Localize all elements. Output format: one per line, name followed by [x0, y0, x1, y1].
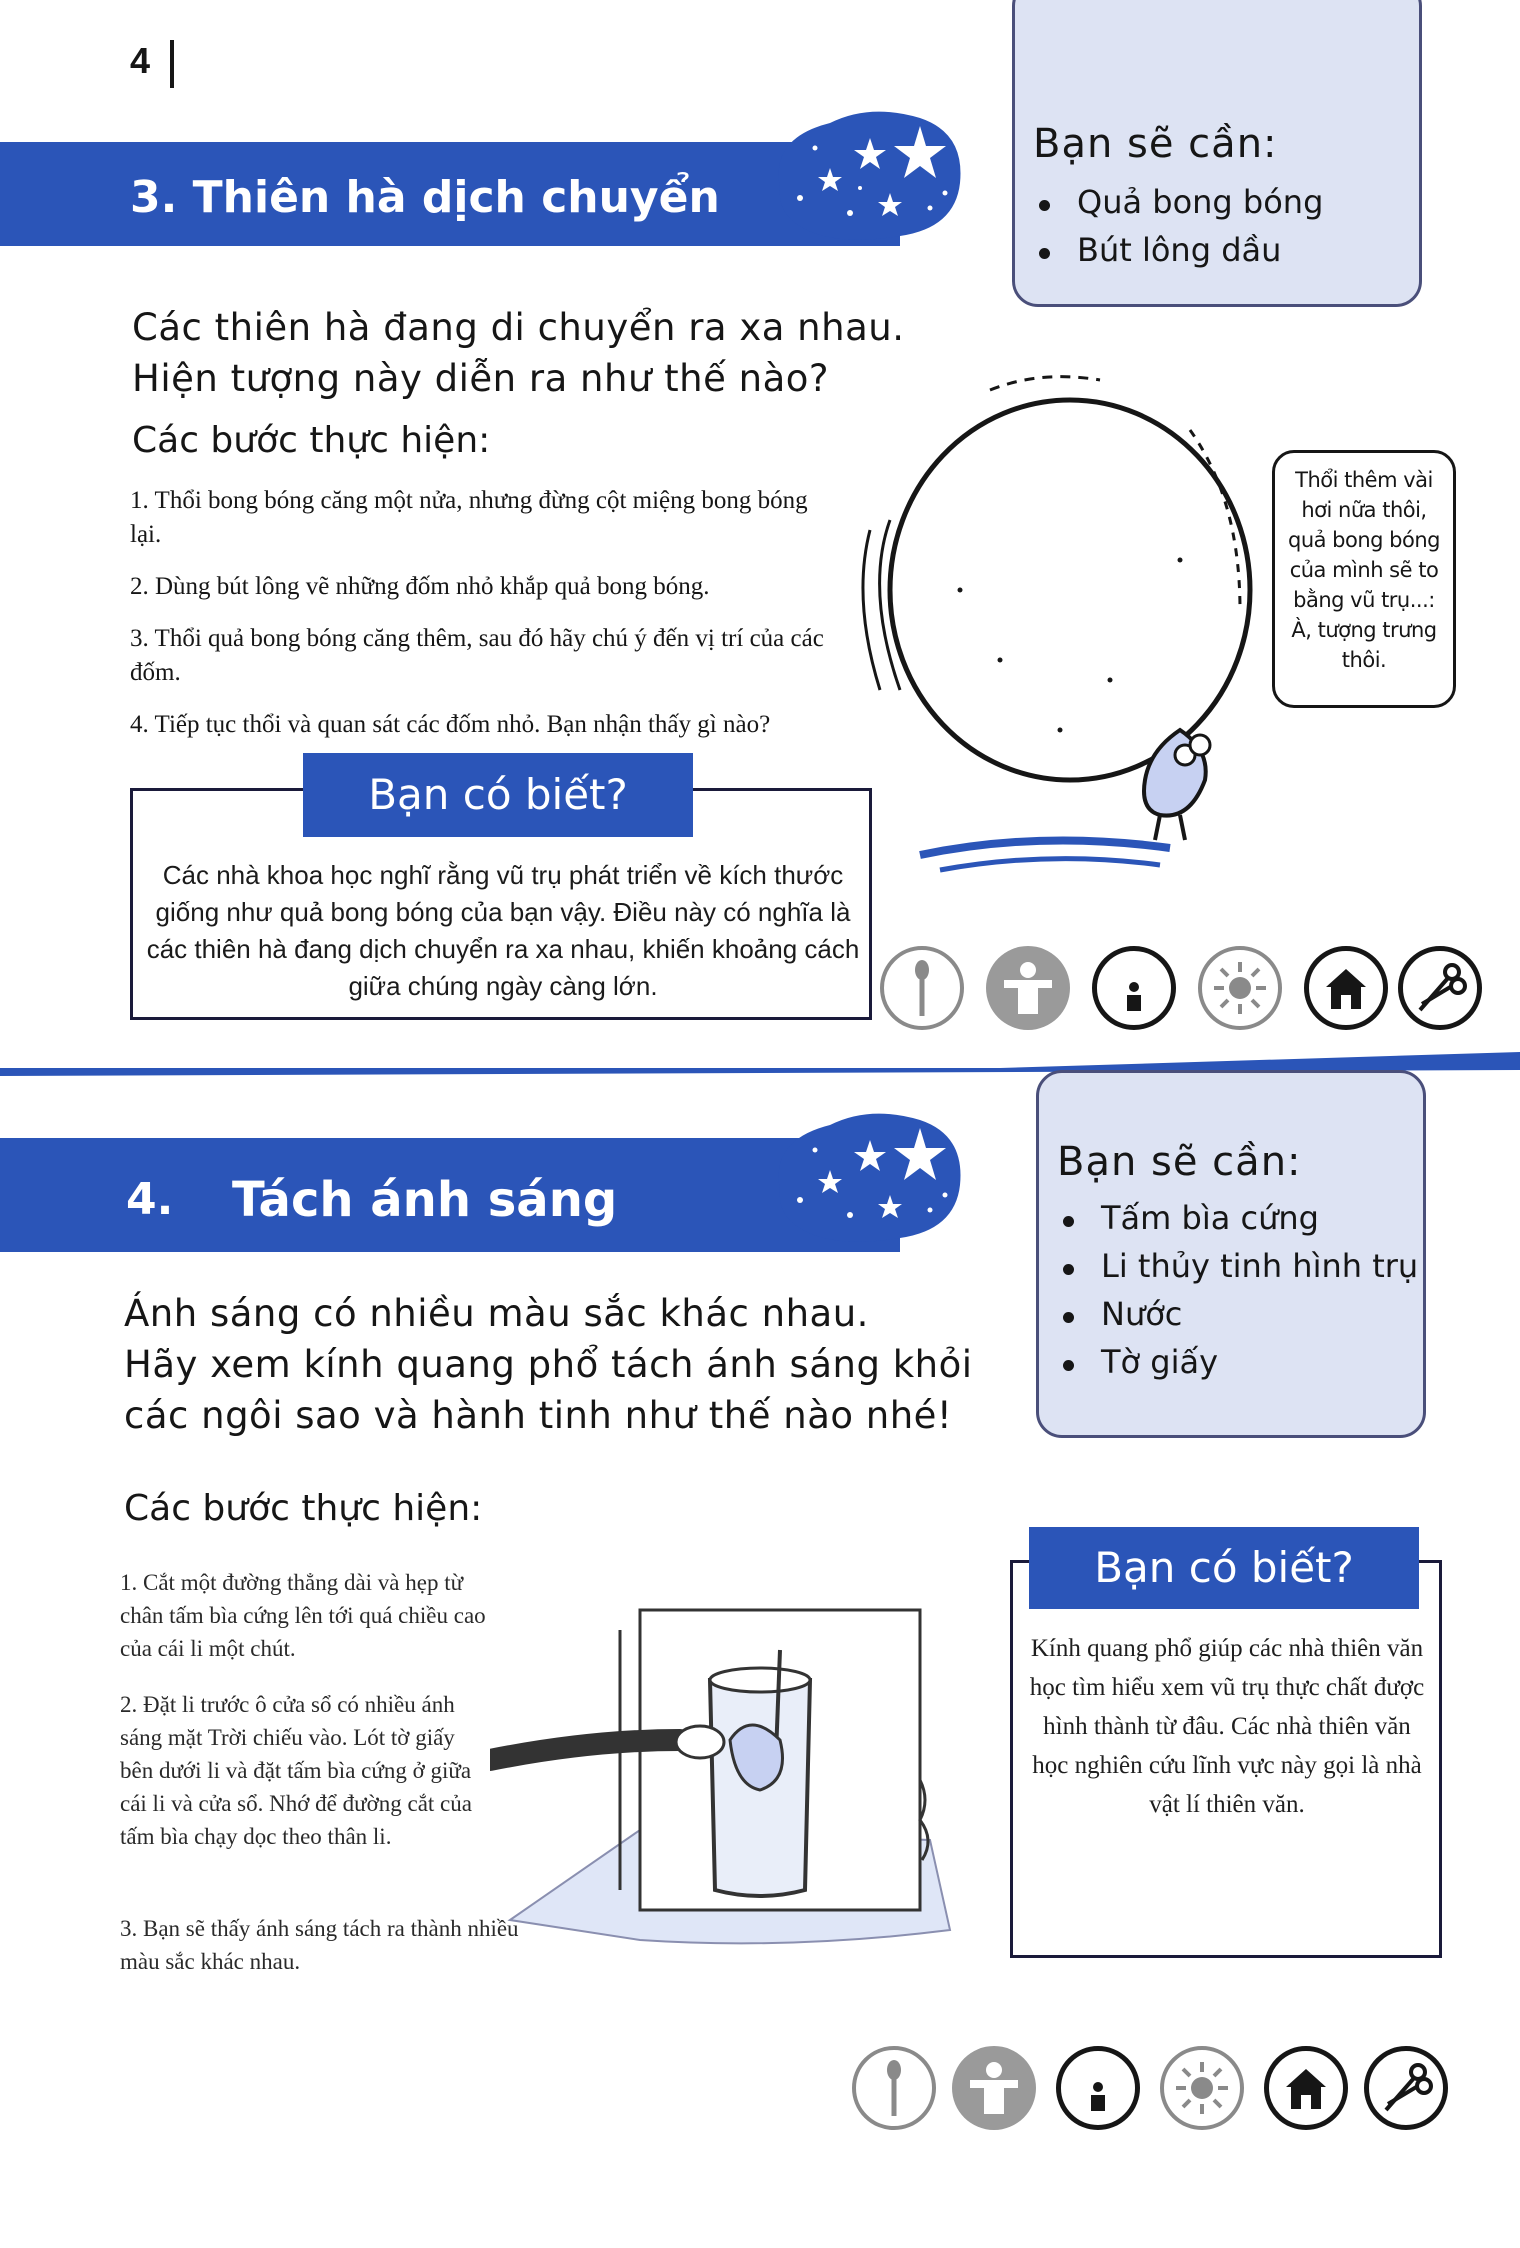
did-you-know-title: Bạn có biết?	[1029, 1527, 1419, 1609]
section-4-steps-title: Các bước thực hiện:	[124, 1488, 483, 1529]
needs-title: Bạn sẽ cần:	[1033, 121, 1278, 167]
needs-item: Tấm bìa cứng	[1057, 1199, 1418, 1237]
section-3-needs-box	[1012, 0, 1422, 307]
needs-item: Bút lông dầu	[1033, 231, 1323, 269]
star-cloud-icon	[760, 1100, 970, 1250]
needs-item: Quả bong bóng	[1033, 183, 1323, 221]
needs-list	[1033, 183, 1323, 279]
needs-item: Li thủy tinh hình trụ	[1057, 1247, 1418, 1285]
needs-item: Tờ giấy	[1057, 1343, 1418, 1381]
section-4-step: 1. Cắt một đường thẳng dài và hẹp từ chân tấm bìa cứng lên tới quá chiều cao của cái li một chút.	[120, 1570, 486, 1661]
section-3-intro: Các thiên hà đang di chuyển ra xa nhau. Hiện tượng này diễn ra như thế nào?	[132, 306, 905, 400]
home-icon	[1304, 946, 1388, 1030]
indoor-dark-icon	[1092, 946, 1176, 1030]
adult-help-icon	[986, 946, 1070, 1030]
section-3-step: 3. Thổi quả bong bóng căng thêm, sau đó hãy chú ý đến vị trí của các đốm.	[130, 625, 824, 686]
did-you-know-title: Bạn có biết?	[303, 753, 693, 837]
scissors-icon	[1364, 2046, 1448, 2130]
needs-item: Nước	[1057, 1295, 1418, 1333]
section-3-did-you-know	[130, 770, 872, 1020]
section-4-intro: Ánh sáng có nhiều màu sắc khác nhau. Hãy xem kính quang phổ tách ánh sáng khỏi các ngôi sao và hành tinh như thế nào nhé!	[124, 1292, 973, 1437]
section-4-title: Tách ánh sáng	[232, 1172, 618, 1228]
needs-list	[1057, 1199, 1418, 1391]
section-4-did-you-know	[1010, 1543, 1442, 1958]
activity-icons-row	[852, 2046, 1452, 2136]
section-3-step: 2. Dùng bút lông vẽ những đốm nhỏ khắp quả bong bóng.	[130, 573, 710, 600]
speech-bubble: Thổi thêm vài hơi nữa thôi, quả bong bóng của mình sẽ to bằng vũ trụ...: À, tượng trưng thôi.	[1272, 450, 1456, 708]
page-number-divider	[170, 40, 174, 88]
match-icon	[852, 2046, 936, 2130]
sunny-day-icon	[1198, 946, 1282, 1030]
section-3-step: 4. Tiếp tục thổi và quan sát các đốm nhỏ. Bạn nhận thấy gì nào?	[130, 711, 771, 738]
star-cloud-icon	[760, 98, 970, 248]
did-you-know-text: Các nhà khoa học nghĩ rằng vũ trụ phát triển về kích thước giống như quả bong bóng của bạn vậy. Điều này có nghĩa là các thiên hà đang dịch chuyển ra xa nhau, khiến khoảng cách giữa chúng ngày càng lớn.	[146, 860, 860, 1001]
section-4-number: 4.	[126, 1174, 174, 1225]
adult-help-icon	[952, 2046, 1036, 2130]
home-icon	[1264, 2046, 1348, 2130]
page-number: 4	[130, 40, 151, 81]
needs-title: Bạn sẽ cần:	[1057, 1139, 1302, 1185]
section-4-step: 3. Bạn sẽ thấy ánh sáng tách ra thành nhiều màu sắc khác nhau.	[120, 1916, 519, 1974]
did-you-know-text: Kính quang phổ giúp các nhà thiên văn học tìm hiểu xem vũ trụ thực chất được hình thành từ đâu. Các nhà thiên văn học nghiên cứu lĩnh vực này gọi là nhà vật lí thiên văn.	[1029, 1635, 1425, 1818]
section-3-steps-title: Các bước thực hiện:	[132, 420, 491, 461]
section-3-step: 1. Thổi bong bóng căng một nửa, nhưng đừng cột miệng bong bóng lại.	[130, 487, 808, 548]
sunny-day-icon	[1160, 2046, 1244, 2130]
section-3-title: 3. Thiên hà dịch chuyển	[130, 172, 720, 223]
activity-icons-row	[880, 946, 1460, 1036]
balloon-illustration	[860, 360, 1280, 880]
glass-illustration	[490, 1590, 960, 1950]
indoor-dark-icon	[1056, 2046, 1140, 2130]
scissors-icon	[1398, 946, 1482, 1030]
section-4-needs-box	[1036, 1070, 1426, 1438]
section-4-step: 2. Đặt li trước ô cửa sổ có nhiều ánh sáng mặt Trời chiếu vào. Lót tờ giấy bên dưới li và đặt tấm bìa cứng ở giữa cái li và cửa sổ. Nhớ để đường cắt của tấm bìa chạy dọc theo thân li.	[120, 1692, 472, 1849]
match-icon	[880, 946, 964, 1030]
